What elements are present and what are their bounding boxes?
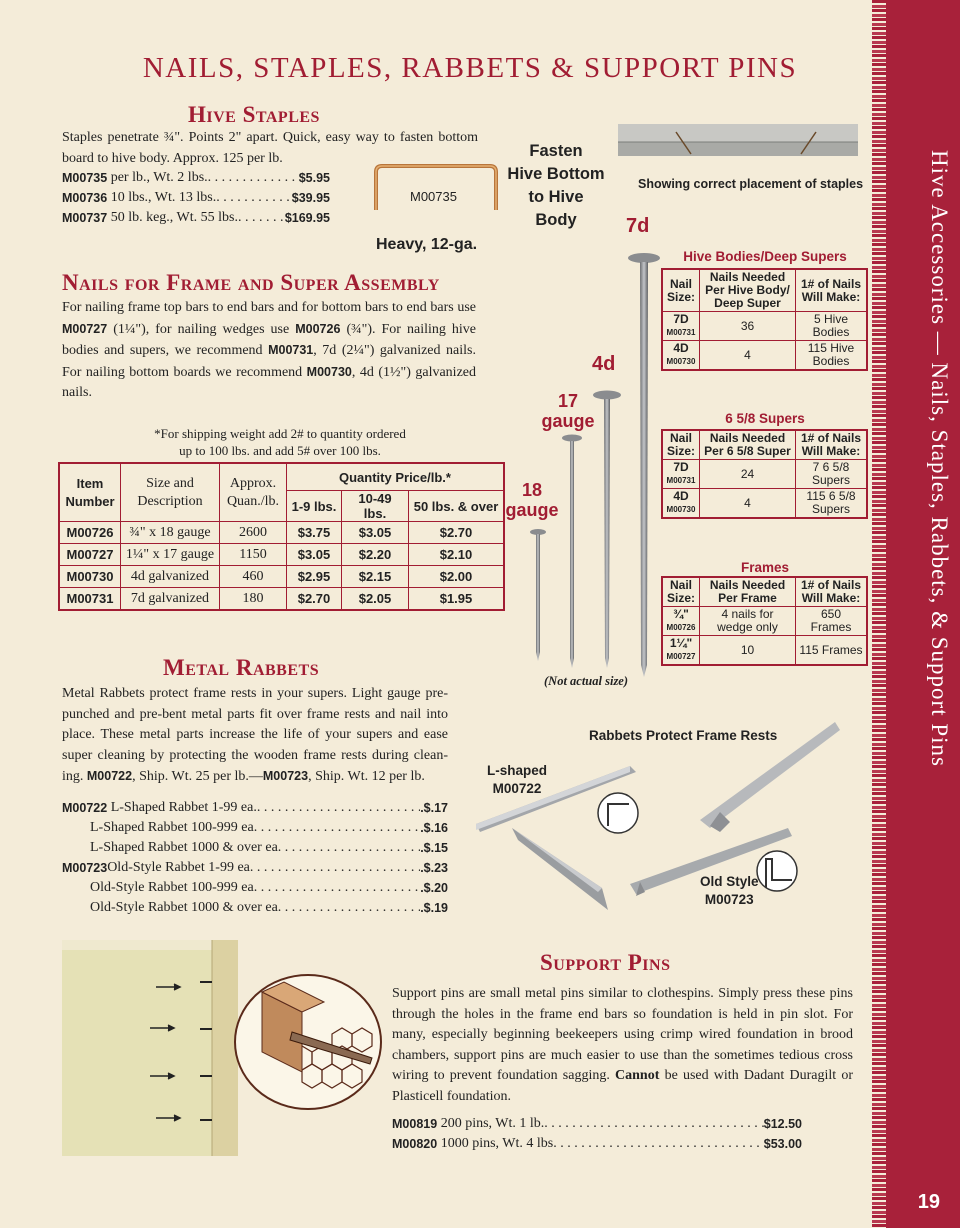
staple-placement-photo: [616, 120, 860, 164]
col-size: Size and Description: [121, 463, 220, 522]
nail-17-gauge-label: 17 gauge: [541, 391, 595, 431]
col-quan: Approx. Quan./lb.: [220, 463, 287, 522]
staples-heading: Hive Staples: [188, 102, 320, 127]
staples-item: M00736 10 lbs., Wt. 13 lbs. . . . $39.95: [62, 188, 330, 208]
table-row: ¾" M00726 4 nails for wedge only 650 Frames: [662, 607, 867, 636]
table-row: M00730 4d galvanized 460 $2.95 $2.15 $2.00: [59, 566, 504, 588]
staples-item: M00735 per lb., Wt. 2 lbs. . . . $5.95: [62, 168, 330, 188]
nails-heading: Nails for Frame and Super Assembly: [62, 270, 440, 295]
placement-caption: Showing correct placement of staples: [638, 177, 864, 191]
nail-18-gauge-label: 18 gauge: [505, 480, 559, 520]
rabbet-item: M00722 L-Shaped Rabbet 1-99 ea. . . . .$.17: [62, 798, 448, 818]
table-row: M00726 ¾" x 18 gauge 2600 $3.75 $3.05 $2.70: [59, 522, 504, 544]
staples-price-list: [62, 168, 330, 228]
staples-intro: Staples penetrate ¾". Points 2" apart. Quick, easy way to fasten bottom board to hive body. Approx. 125 per lb.: [62, 130, 478, 166]
staple-illustration: [368, 160, 504, 216]
hive-bodies-title: Hive Bodies/Deep Supers: [683, 249, 847, 264]
page-number: 19: [917, 1191, 940, 1213]
table-row: M00731 7d galvanized 180 $2.70 $2.05 $1.95: [59, 588, 504, 611]
nail-7d-label: 7d: [626, 215, 650, 237]
col-item: Item Number: [59, 463, 121, 522]
table-row: M00727 1¼" x 17 gauge 1150 $3.05 $2.20 $2.10: [59, 544, 504, 566]
page-title: NAILS, STAPLES, RABBETS & SUPPORT PINS: [142, 52, 798, 84]
frame-support-pins-photo: [62, 940, 238, 1156]
pins-price-list: [392, 1114, 802, 1154]
not-actual-size-note: (Not actual size): [544, 674, 629, 688]
table-row: 7D M00731 36 5 Hive Bodies: [662, 312, 867, 341]
oldstyle-label: Old Style M00723: [700, 874, 759, 907]
frames-title: Frames: [740, 560, 790, 575]
fasten-label: Fasten Hive Bottom to Hive Body: [507, 142, 605, 229]
pins-heading: Support Pins: [540, 950, 671, 975]
sidebar-torn-edge: [872, 0, 886, 1228]
rabbet-item: Old-Style Rabbet 1000 & over ea . . . .$.19: [62, 898, 448, 918]
staples-item: M00737 50 lb. keg., Wt. 55 lbs. . . . $169.95: [62, 208, 330, 228]
rabbets-text: Metal Rabbets protect frame rests in your supers. Light gauge pre-punched and pre-bent metal parts fit over frame rests and nail into place. These metal parts increase the life of your supers and ease super cleaning by protecting the wooden frame rests during clean-ing. M00722, Ship. Wt. 25 per lb.—M00723, Ship. Wt. 12 per lb.: [62, 686, 448, 784]
rabbet-item: L-Shaped Rabbet 100-999 ea . . . .$.16: [62, 818, 448, 838]
rabbet-item: Old-Style Rabbet 100-999 ea . . . .$.20: [62, 878, 448, 898]
hive-bodies-table: Nail Size: Nails Needed Per Hive Body/ Deep Super 1# of Nails Will Make: 7D M00731 36 5 Hive Bodies 4D M00730 4 115 Hive Bodies: [661, 268, 868, 371]
nails-price-table: [58, 462, 505, 611]
staple-label: M00735: [410, 189, 457, 204]
supers-title: 6 5/8 Supers: [725, 411, 805, 426]
supers-table: Nail Size: Nails Needed Per 6 5/8 Super 1# of Nails Will Make: 7D M00731 24 7 6 5/8 Supers 4D M00730 4 115 6 5/8 Supers: [661, 429, 868, 519]
pin-item: M00820 1000 pins, Wt. 4 lbs . . . $53.00: [392, 1134, 802, 1154]
shipping-note: *For shipping weight add 2# to quantity ordered up to 100 lbs. and add 5# over 100 lbs.: [154, 426, 406, 458]
frames-table: Nail Size: Nails Needed Per Frame 1# of Nails Will Make: ¾" M00726 4 nails for wedge only 650 Frames 1¼" M00727 10 115 Frames: [661, 576, 868, 666]
sidebar-title: Hive Accessories — Nails, Staples, Rabbets, & Support Pins: [927, 150, 952, 767]
col-tier: 50 lbs. & over: [409, 491, 505, 522]
rabbet-item: L-Shaped Rabbet 1000 & over ea . . . .$.15: [62, 838, 448, 858]
heavy-gauge-label: Heavy, 12-ga.: [376, 236, 478, 253]
sidebar: [882, 0, 960, 1228]
rabbet-item: M00723 Old-Style Rabbet 1-99 ea . . . .$.23: [62, 858, 448, 878]
table-row: 4D M00730 4 115 6 5/8 Supers: [662, 489, 867, 519]
rabbets-illustration: [470, 716, 850, 916]
rabbets-heading: Metal Rabbets: [163, 655, 320, 680]
rabbets-protect-caption: Rabbets Protect Frame Rests: [589, 728, 778, 743]
pin-item: M00819 200 pins, Wt. 1 lb. . . . $12.50: [392, 1114, 802, 1134]
table-row: 4D M00730 4 115 Hive Bodies: [662, 341, 867, 371]
support-pin-closeup: [232, 972, 384, 1112]
col-tier: 10-49 lbs.: [342, 491, 409, 522]
nail-4d-label: 4d: [592, 353, 616, 375]
nails-illustration: [520, 240, 670, 680]
table-row: 7D M00731 24 7 6 5/8 Supers: [662, 460, 867, 489]
table-row: 1¼" M00727 10 115 Frames: [662, 636, 867, 666]
lshaped-label: L-shaped M00722: [487, 763, 548, 796]
col-quantity-price: Quantity Price/lb.*: [287, 463, 505, 491]
rabbets-price-list: [62, 798, 448, 918]
nails-text: For nailing frame top bars to end bars and for bottom bars to end bars use M00727 (1¼"), for nailing wedges use M00726 (¾"). For nailing hive bodies and supers, we recommend M00731, 7d (2¼") galvanized nails. For nailing bottom boards we recommend M00730, 4d (1½") galvanized nails.: [62, 300, 476, 400]
col-tier: 1-9 lbs.: [287, 491, 342, 522]
pins-text: Support pins are small metal pins similar to clothespins. Simply press these pins through the holes in the frame end bars so foundation is held in pin slot. For many, especially beginning beekeepers using crimp wired foundation in brood chambers, support pins are much easier to use than the sometimes tedious cross wiring to prevent foundation sagging. Cannot be used with Dadant Duragilt or Plasticell foundation.: [392, 986, 853, 1104]
